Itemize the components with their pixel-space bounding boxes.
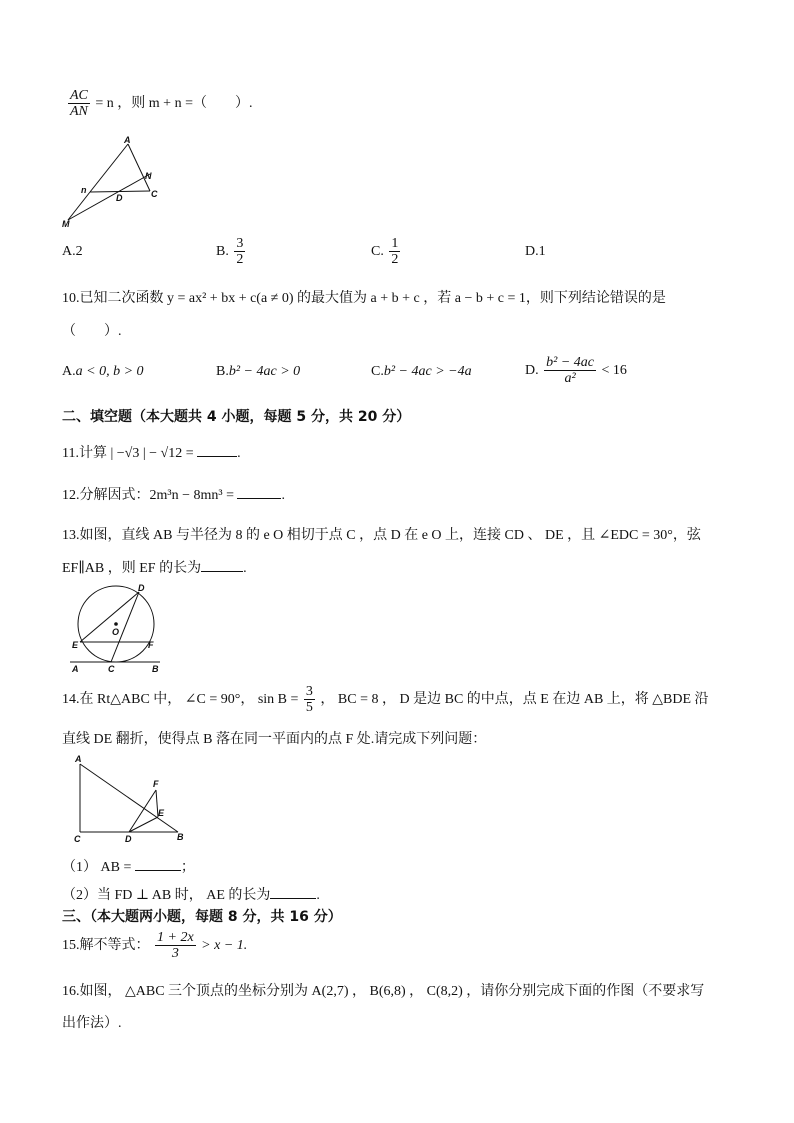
q13-line-de (80, 592, 139, 642)
q13-center-dot (114, 622, 118, 626)
q9-label-a: A (124, 135, 131, 145)
q14-label-d: D (125, 834, 132, 844)
q9-line-an (90, 144, 128, 192)
q9-label-n-right: N (145, 171, 152, 181)
q9-option-a[interactable]: A.2 (62, 244, 83, 259)
q12-statement: 12.分解因式：2m³n − 8mn³ = . (62, 488, 285, 503)
q9-triangle-figure (60, 134, 170, 230)
q14-label-f: F (153, 779, 159, 789)
q13-label-d: D (138, 583, 145, 593)
q14-sub1-answer-blank[interactable] (135, 870, 181, 871)
q16-line1: 16.如图， △ABC 三个顶点的坐标分别为 A(2,7) ， B(6,8) ， C(8,2) ，请你分别完成下面的作图（不要求写 (62, 984, 705, 999)
q13-circle-figure (66, 580, 176, 676)
q10-option-a[interactable]: A.a < 0, b > 0 (62, 364, 144, 379)
q11-answer-blank[interactable] (197, 456, 237, 457)
q10-line1: 10.已知二次函数 y = ax² + bx + c(a ≠ 0) 的最大值为 a + b + c ，若 a − b + c = 1，则下列结论错误的是 (62, 291, 666, 306)
q9-line-mn2 (68, 192, 90, 220)
q14-label-b: B (177, 832, 184, 842)
q14-line1: 14.在 Rt△ABC 中， ∠C = 90°， sin B = $\frac{3}{5}$ ， BC = 8 ， D 是边 BC 的中点，点 E 在边 AB 上，将 △BDE 沿 (62, 684, 709, 716)
q9-option-b[interactable]: B. $\frac{3}{2}$ (216, 236, 244, 268)
q14-triangle-figure (70, 752, 190, 844)
q13-label-e: E (72, 640, 79, 650)
q14-sub1: （1） AB = ； (62, 860, 195, 875)
q9-statement (66, 88, 252, 120)
q9-label-c: C (151, 189, 158, 199)
q10-line2: （ ）. (62, 324, 122, 339)
q14-line-df (129, 790, 156, 832)
q13-label-o: O (112, 627, 120, 637)
q13-label-b: B (152, 664, 159, 674)
q14-sub2: （2）当 FD ⊥ AB 时， AE 的长为 . (62, 888, 320, 903)
q14-label-a: A (75, 754, 82, 764)
q9-label-m: M (62, 219, 70, 229)
q13-label-f: F (148, 640, 154, 650)
q9-line-mn (68, 174, 150, 220)
q10-option-d[interactable]: D. $\frac{\text{b² − 4ac}}{\text{a²}}$ < 16 (525, 355, 627, 387)
q11-statement: 11.计算 | −√3 | − √12 = . (62, 446, 241, 461)
section3-title: 三、（本大题两小题，每题 8 分，共 16 分） (62, 909, 342, 925)
q14-label-c: C (74, 834, 81, 844)
q14-label-e: E (158, 808, 165, 818)
section2-title: 二、填空题（本大题共 4 小题，每题 5 分，共 20 分） (62, 409, 411, 425)
q13-line2: EF∥AB ，则 EF 的长为 . (62, 561, 247, 576)
q9-option-d[interactable]: D.1 (525, 244, 546, 259)
q10-option-b[interactable]: B.b² − 4ac > 0 (216, 364, 301, 379)
q13-label-a: A (72, 664, 79, 674)
q14-sub2-answer-blank[interactable] (270, 898, 316, 899)
q9-label-d: D (116, 193, 123, 203)
q9-fraction: $\frac{AC}{AN}$ (70, 88, 88, 120)
q9-tail: = n ，则 m + n =（ ）. (95, 96, 253, 112)
q16-line2: 出作法）. (62, 1016, 122, 1031)
q10-option-c[interactable]: C.b² − 4ac > −4a (371, 364, 472, 379)
q14-side-ab (80, 764, 178, 832)
q13-label-c: C (108, 664, 115, 674)
q12-answer-blank[interactable] (237, 498, 281, 499)
q9-option-c[interactable]: C. $\frac{1}{2}$ (371, 236, 399, 268)
q13-answer-blank[interactable] (201, 571, 243, 572)
q13-line1: 13.如图，直线 AB 与半径为 8 的 e O 相切于点 C ，点 D 在 e O 上，连接 CD 、 DE ，且 ∠EDC = 30°，弦 (62, 528, 701, 543)
q14-line2: 直线 DE 翻折，使得点 B 落在同一平面内的点 F 处.请完成下列问题： (62, 732, 487, 747)
q9-label-n: n (81, 185, 87, 195)
q15-statement: 15.解不等式： $\frac{1 + 2x}{3}$ > x − 1. (62, 930, 248, 962)
